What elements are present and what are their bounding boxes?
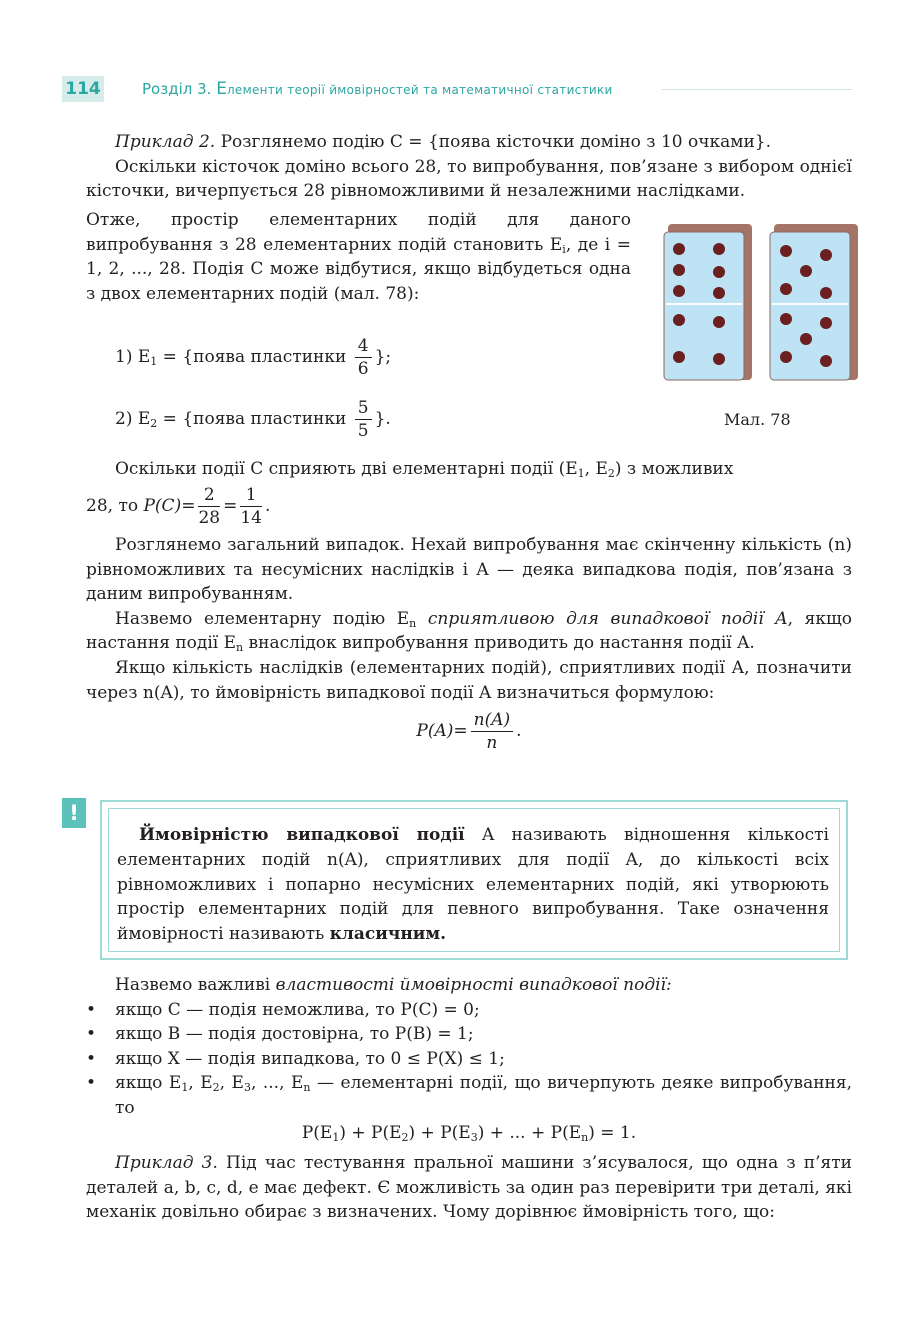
e1-suffix: }; xyxy=(374,347,392,367)
formula-lhs: P(A)= xyxy=(416,721,468,742)
properties-section xyxy=(86,973,852,1145)
important-marker: ! xyxy=(62,798,86,828)
definition-text: A називають відношення кількості елементарних подій n(A), сприятливих для події A, до кількості всіх рівноможливих і попарно несумісних елементарних подій, які утворюють простір елементарних подій для певного випробування. Таке означення ймовірності називають xyxy=(117,825,829,945)
e1-fraction xyxy=(355,335,372,380)
favor-b: , E xyxy=(584,459,608,479)
line3-a: Отже, простір елементарних подій для даного випробування з 28 елементарних подій становить E xyxy=(86,210,631,255)
property-item: • якщо C — подія неможлива, то P(C) = 0; xyxy=(86,998,852,1023)
general-p2 xyxy=(86,607,852,656)
pc-eq: = xyxy=(223,495,238,516)
property-item xyxy=(86,1071,852,1120)
property-item: • якщо X — подія випадкова, то 0 ≤ P(X) ≤ 1; xyxy=(86,1047,852,1072)
domino-4-6 xyxy=(664,224,752,380)
formula-den: n xyxy=(486,733,498,754)
domino-5-5 xyxy=(770,224,858,380)
e2-suffix: }. xyxy=(374,409,391,429)
properties-intro xyxy=(86,973,852,998)
sum-e: ) = 1. xyxy=(588,1122,637,1143)
pc-den1: 28 xyxy=(198,507,221,528)
line3-b: , де i = 1, 2, ..., 28. Подія C може відбутися, якщо відбудеться одна з двох елементарних подій (мал. 78): xyxy=(86,234,631,304)
general-case xyxy=(86,533,852,754)
probability-formula xyxy=(86,709,852,754)
favor-sub1: 1 xyxy=(577,467,585,480)
sum-formula xyxy=(86,1121,852,1146)
property-item: • якщо B — подія достовірна, то P(B) = 1; xyxy=(86,1022,852,1047)
e1-num: 4 xyxy=(355,335,372,358)
item4-sn: n xyxy=(303,1081,311,1095)
sum-sn: n xyxy=(581,1130,589,1144)
definition-classic: класичним. xyxy=(329,924,447,945)
sum-b: ) + P(E xyxy=(339,1122,402,1143)
pc-lhs: P(C)= xyxy=(143,495,196,516)
e2-prefix: 2) E xyxy=(115,409,151,429)
sub-i: i xyxy=(562,242,566,256)
example2-line1-text: Розглянемо подію C = {поява кісточки доміно з 10 очками}. xyxy=(215,132,772,152)
e1-text: = {поява пластинки xyxy=(157,347,352,367)
formula-num: n(A) xyxy=(471,709,514,732)
favor-a: Оскільки події C сприяють дві елементарні події (E xyxy=(115,459,578,479)
general-p1: Розглянемо загальний випадок. Нехай випробування має скінченну кількість (n) рівноможливих та несумісних наслідків і A — деяка випадкова подія, пов’язана з даним випробуванням. xyxy=(86,535,852,605)
item4-a: якщо E xyxy=(115,1073,182,1094)
sum-a: P(E xyxy=(301,1122,333,1143)
e2-sub: 2 xyxy=(150,417,158,430)
page-header xyxy=(62,76,852,104)
sum-c: ) + P(E xyxy=(408,1122,471,1143)
pc-frac1 xyxy=(198,484,220,529)
example3-text xyxy=(86,1151,852,1225)
item4-s1: 1 xyxy=(181,1081,189,1095)
p2-sub: n xyxy=(409,616,417,630)
example3-body: Під час тестування пральної машини з’ясувалося, що одна з п’яти деталей a, b, c, d, e має дефект. Є можливість за один раз перевірити три деталі, які механік довільно обирає з визначених. Чому дорівнює ймовірність того, що: xyxy=(86,1153,852,1223)
e1-den: 6 xyxy=(357,359,369,379)
page-number: 114 xyxy=(62,76,104,102)
event-e2-line xyxy=(86,397,486,442)
example2-line2: Оскільки кісточок доміно всього 28, то випробування, пов’язане з вибором однієї кісточки, вичерпується 28 рівноможливими й незалежними наслідками. xyxy=(86,156,852,202)
definition-box xyxy=(100,800,848,960)
item4-b: , E xyxy=(188,1073,213,1094)
e2-den: 5 xyxy=(357,421,369,441)
p2-italic: сприятливою для випадкової події A xyxy=(416,608,788,629)
pc-dot: . xyxy=(264,495,271,516)
p2-b: , якщо настання події E xyxy=(86,608,852,654)
header-rule xyxy=(662,89,852,90)
event-e1-line xyxy=(86,335,486,380)
sum-s2: 2 xyxy=(401,1130,409,1144)
favor-sub2: 2 xyxy=(607,467,615,480)
definition-term: Ймовірністю випадкової події xyxy=(139,825,465,845)
e2-num: 5 xyxy=(355,397,372,420)
pc-den2: 14 xyxy=(240,507,262,528)
pc-num1: 2 xyxy=(198,484,220,507)
example2-intro xyxy=(86,130,852,204)
e1-prefix: 1) E xyxy=(115,347,151,367)
item4-c: , E xyxy=(219,1073,244,1094)
e1-sub: 1 xyxy=(150,355,158,368)
formula-fraction xyxy=(471,709,514,754)
sum-s1: 1 xyxy=(332,1130,340,1144)
pc-num2: 1 xyxy=(240,484,262,507)
chapter-label: Розділ 3. xyxy=(142,80,212,98)
chapter-title xyxy=(142,76,613,103)
item4-d: , ..., E xyxy=(250,1073,304,1094)
p2-sub2: n xyxy=(236,641,244,655)
pc-frac2 xyxy=(240,484,262,529)
formula-dot: . xyxy=(516,721,522,742)
event-e1 xyxy=(86,335,486,380)
event-e2 xyxy=(86,397,486,442)
domino-figure xyxy=(660,218,860,383)
chapter-title-cap: Е xyxy=(216,79,227,99)
p2-a: Назвемо елементарну подію E xyxy=(115,608,410,629)
item4-s3: 3 xyxy=(243,1081,251,1095)
props-intro-italic: властивості ймовірності випадкової події: xyxy=(275,975,672,995)
sum-d: ) + ... + P(E xyxy=(477,1122,582,1143)
properties-list xyxy=(86,998,852,1121)
p2-c: внаслідок випробування приводить до настання події A. xyxy=(243,633,755,654)
example2-line1 xyxy=(86,130,852,155)
favor-d: 28, то xyxy=(86,495,144,516)
definition-inner xyxy=(108,808,840,952)
pc-line xyxy=(86,484,852,529)
item4-s2: 2 xyxy=(212,1081,220,1095)
e2-fraction xyxy=(355,397,372,442)
figure-caption: Мал. 78 xyxy=(724,410,791,429)
example2-line3 xyxy=(86,208,631,306)
e2-text: = {поява пластинки xyxy=(157,409,352,429)
props-intro-a: Назвемо важливі xyxy=(115,975,276,995)
example2-lead: Приклад 2. xyxy=(115,132,216,152)
general-p3: Якщо кількість наслідків (елементарних подій), сприятливих події A, позначити через n(A), то ймовірність випадкової події A визначиться формулою: xyxy=(86,657,852,703)
favorable-line xyxy=(86,457,852,482)
favorable-events xyxy=(86,457,852,529)
example2-narrow xyxy=(86,208,631,306)
item4-e: — елементарні події, що вичерпують деяке випробування, то xyxy=(115,1073,853,1118)
example3-lead: Приклад 3. xyxy=(115,1153,218,1173)
chapter-title-rest: лементи теорії ймовірностей та математичної статистики xyxy=(226,83,613,97)
sum-s3: 3 xyxy=(470,1130,478,1144)
favor-c: ) з можливих xyxy=(614,459,734,479)
example3 xyxy=(86,1151,852,1225)
